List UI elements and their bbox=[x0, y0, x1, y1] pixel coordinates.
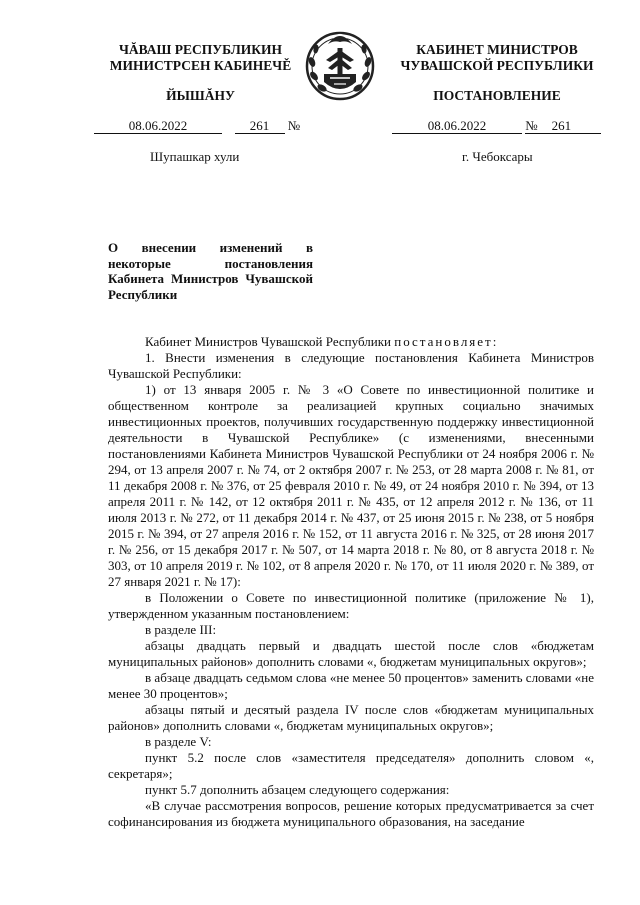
intro-prefix: Кабинет Министров Чувашской Республики bbox=[145, 334, 395, 349]
number-left: 261 bbox=[235, 118, 285, 134]
date-left: 08.06.2022 bbox=[94, 118, 222, 134]
date-right: 08.06.2022 bbox=[392, 118, 522, 134]
city-left: Шупашкар хули bbox=[150, 149, 240, 164]
number-right-field bbox=[525, 118, 601, 134]
chuvash-coat-of-arms-icon bbox=[300, 24, 380, 104]
number-sign-left: № bbox=[287, 118, 301, 133]
body-paragraph: в Положении о Совете по инвестиционной политике (приложение № 1), утвержденном указанным постановлением: bbox=[108, 590, 594, 621]
header-left-line2: МИНИСТРСЕН КАБИНЕЧĚ bbox=[109, 58, 292, 73]
body-paragraph: в разделе V: bbox=[145, 734, 212, 749]
city-right: г. Чебоксары bbox=[462, 149, 533, 164]
body-paragraph: пункт 5.7 дополнить абзацем следующего содержания: bbox=[145, 782, 450, 797]
document-title: О внесении изменений в некоторые постановления Кабинета Министров Чувашской Республики bbox=[108, 240, 313, 302]
header-right-line2: ЧУВАШСКОЙ РЕСПУБЛИКИ bbox=[400, 58, 594, 73]
body-paragraph: в абзаце двадцать седьмом слова «не менее 50 процентов» заменить словами «не менее 30 процентов»; bbox=[108, 670, 594, 701]
number-right: 261 bbox=[551, 118, 572, 133]
body-paragraph: абзацы пятый и десятый раздела IV после слов «бюджетам муниципальных районов» дополнить словами «, бюджетам муниципальных округов»; bbox=[108, 702, 594, 733]
body-paragraph: в разделе III: bbox=[145, 622, 217, 637]
doc-type-right: ПОСТАНОВЛЕНИЕ bbox=[433, 88, 561, 103]
dateline-left bbox=[94, 118, 300, 134]
number-sign-right: № bbox=[525, 118, 538, 133]
intro-decree-word: постановляет: bbox=[394, 334, 499, 349]
body-paragraph: 1. Внести изменения в следующие постановления Кабинета Министров Чувашской Республики: bbox=[108, 350, 594, 381]
header-right bbox=[392, 42, 602, 74]
body-paragraph: 1) от 13 января 2005 г. № 3 «О Совете по инвестиционной политике и общественном контроле за реализацией крупных социально значимых инвестиционных проектов, получивших государственную поддержку инвестиционной деятельности в Чувашской Республике» (с изменениями, внесенными постановлениями Кабинета Министров Чувашской Республики от 24 ноября 2006 г. № 294, от 13 апреля 2007 г. № 74, от 2 октября 2007 г. № 253, от 28 марта 2008 г. № 81, от 11 декабря 2008 г. № 376, от 25 февраля 2010 г. № 49, от 24 ноября 2010 г. № 394, от 13 апреля 2011 г. № 142, от 12 октября 2011 г. № 435, от 12 апреля 2012 г. № 136, от 11 июля 2013 г. № 272, от 11 декабря 2014 г. № 437, от 25 июня 2015 г. № 238, от 5 ноября 2015 г. № 394, от 27 апреля 2016 г. № 152, от 11 августа 2016 г. № 325, от 28 июня 2017 г. № 256, от 15 декабря 2017 г. № 507, от 14 марта 2018 г. № 80, от 8 августа 2018 г. № 303, от 10 апреля 2019 г. № 102, от 8 апреля 2020 г. № 170, от 11 июля 2020 г. № 389, от 27 января 2021 г. № 17): bbox=[108, 382, 594, 589]
body-paragraph: абзацы двадцать первый и двадцать шестой после слов «бюджетам муниципальных районов» дополнить словами «, бюджетам муниципальных округов»; bbox=[108, 638, 594, 669]
header-left bbox=[98, 42, 303, 74]
header-right-line1: КАБИНЕТ МИНИСТРОВ bbox=[416, 42, 578, 57]
document-body bbox=[108, 334, 594, 830]
header-left-line1: ЧĂВАШ РЕСПУБЛИКИН bbox=[118, 42, 283, 57]
dateline-right bbox=[392, 118, 601, 134]
body-paragraph: «В случае рассмотрения вопросов, решение которых предусматривается за счет софинансирования из бюджета муниципального образования, на заседание bbox=[108, 798, 594, 829]
doc-type-left: ЙЫШĂНУ bbox=[166, 88, 235, 103]
body-paragraph: пункт 5.2 после слов «заместителя председателя» дополнить словом «, секретаря»; bbox=[108, 750, 594, 781]
intro-paragraph bbox=[108, 334, 594, 350]
